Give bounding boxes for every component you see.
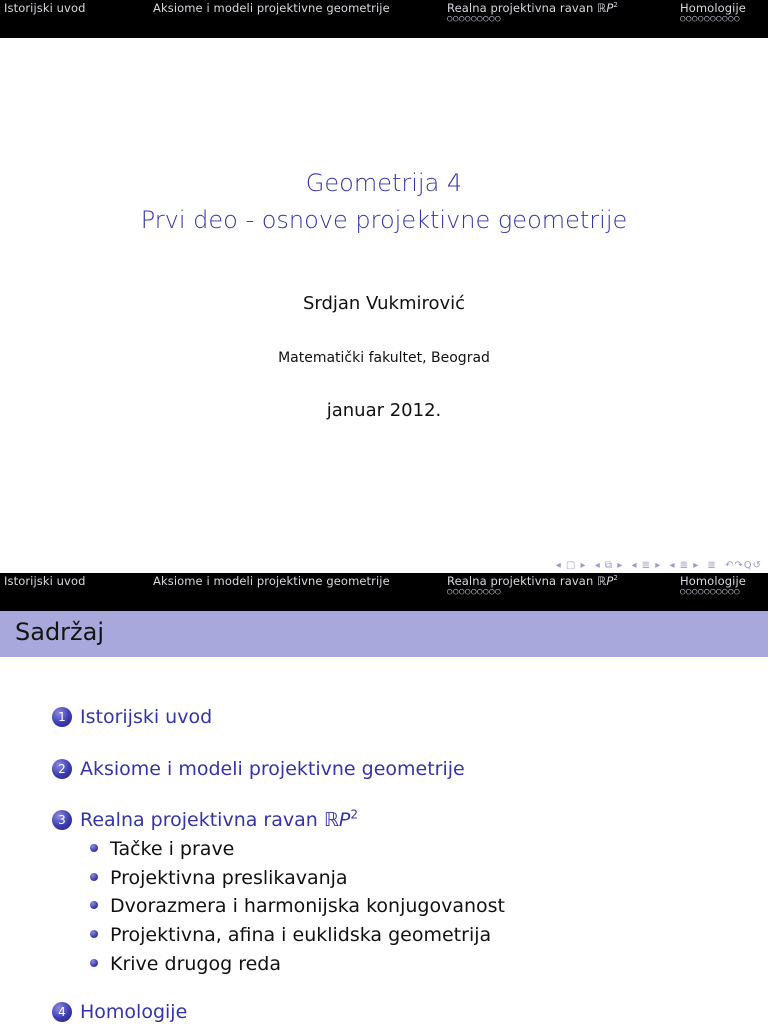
section-number-ball: 1: [52, 707, 72, 727]
section-navbar: [0, 573, 768, 611]
title-line-2: Prvi deo - osnove projektivne geometrije: [140, 206, 628, 234]
section-number-ball: 4: [52, 1002, 72, 1022]
frame-title: Sadržaj: [15, 618, 105, 646]
toc-item-label: Aksiome i modeli projektivne geometrije: [80, 758, 465, 780]
toc-subitem-geometrije[interactable]: [90, 924, 491, 946]
nav-section-aksiome[interactable]: [153, 575, 390, 588]
bullet-icon: [90, 930, 98, 938]
nav-section-homologije[interactable]: [680, 575, 746, 597]
toc-item-istorijski-uvod[interactable]: [52, 706, 212, 728]
bullet-icon: [90, 959, 98, 967]
date: januar 2012.: [326, 400, 442, 421]
nav-frame-dots[interactable]: ○○○○○○○○○○: [680, 587, 741, 597]
toc-subitem-label: Krive drugog reda: [110, 953, 282, 975]
nav-section-istorijski-uvod[interactable]: [4, 575, 85, 588]
nav-section-label: Homologije: [680, 574, 746, 588]
rp-symbol: ℝP: [323, 809, 351, 831]
beamer-nav-symbols: [552, 560, 762, 571]
toc-item-label: [80, 809, 358, 831]
section-number-ball: 3: [52, 810, 72, 830]
toc-item-label: Istorijski uvod: [80, 706, 213, 728]
nav-section-label: Aksiome i modeli projektivne geometrije: [153, 1, 390, 15]
rp-symbol: ℝP: [597, 1, 614, 15]
toc-slide: [0, 573, 768, 1024]
toc-item-label: Homologije: [80, 1001, 188, 1023]
frame-nav-icon[interactable]: ◂ ▢ ▸: [555, 560, 587, 571]
toc-subitem-label: Projektivna, afina i euklidska geometrija: [110, 924, 492, 946]
nav-section-aksiome[interactable]: [153, 2, 390, 15]
section-navbar: [0, 0, 768, 38]
toc-subitem-label: Projektivna preslikavanja: [110, 867, 348, 889]
nav-section-label-prefix: Realna projektivna ravan: [447, 574, 598, 588]
bullet-icon: [90, 844, 98, 852]
nav-section-istorijski-uvod[interactable]: [4, 2, 85, 15]
nav-section-realna-ravan[interactable]: [447, 2, 618, 24]
nav-section-label: Aksiome i modeli projektivne geometrije: [153, 574, 390, 588]
rp-superscript: 2: [613, 574, 618, 583]
nav-section-realna-ravan[interactable]: [447, 575, 618, 597]
nav-section-label: Istorijski uvod: [4, 574, 86, 588]
toc-item-homologije[interactable]: [52, 1001, 187, 1023]
toc-item-label-prefix: Realna projektivna ravan: [80, 809, 324, 831]
toc-subitem-dvorazmera[interactable]: [90, 895, 505, 917]
toc-subitem-label: Tačke i prave: [110, 838, 235, 860]
align-icon[interactable]: ≣: [707, 560, 717, 571]
subsection-nav-icon[interactable]: ◂ ⧉ ▸: [594, 560, 624, 571]
bullet-icon: [90, 901, 98, 909]
nav-section-label: Homologije: [680, 1, 746, 15]
toc-item-aksiome[interactable]: [52, 758, 465, 780]
toc-subitem-projektivna-preslikavanja[interactable]: [90, 867, 348, 889]
rp-superscript: 2: [350, 807, 359, 822]
frame-title-bar: [0, 611, 768, 657]
bullet-icon: [90, 873, 98, 881]
toc-item-realna-ravan[interactable]: [52, 809, 358, 831]
nav-section-homologije[interactable]: [680, 2, 746, 24]
subsection-list-nav-icon[interactable]: ◂ ≣ ▸: [669, 560, 700, 571]
nav-section-label-prefix: Realna projektivna ravan: [447, 1, 598, 15]
toc-subitem-label: Dvorazmera i harmonijska konjugovanost: [110, 895, 505, 917]
nav-section-label: Istorijski uvod: [4, 1, 86, 15]
title-line-1: Geometrija 4: [305, 169, 463, 197]
nav-frame-dots[interactable]: ○○○○○○○○○○: [680, 14, 741, 24]
nav-frame-dots[interactable]: ○○○○○○○○○: [447, 14, 502, 24]
rp-superscript: 2: [613, 1, 618, 10]
search-back-forward-icon[interactable]: ↶↷Q↺: [724, 560, 762, 571]
nav-frame-dots[interactable]: ○○○○○○○○○: [447, 587, 502, 597]
toc-subitem-krive-drugog-reda[interactable]: [90, 953, 281, 975]
section-number-ball: 2: [52, 759, 72, 779]
rp-symbol: ℝP: [597, 574, 614, 588]
institute: Matematički fakultet, Beograd: [278, 350, 490, 366]
toc-subitem-tacke-i-prave[interactable]: [90, 838, 234, 860]
section-nav-icon[interactable]: ◂ ≣ ▸: [631, 560, 662, 571]
author: Srdjan Vukmirović: [302, 293, 466, 314]
